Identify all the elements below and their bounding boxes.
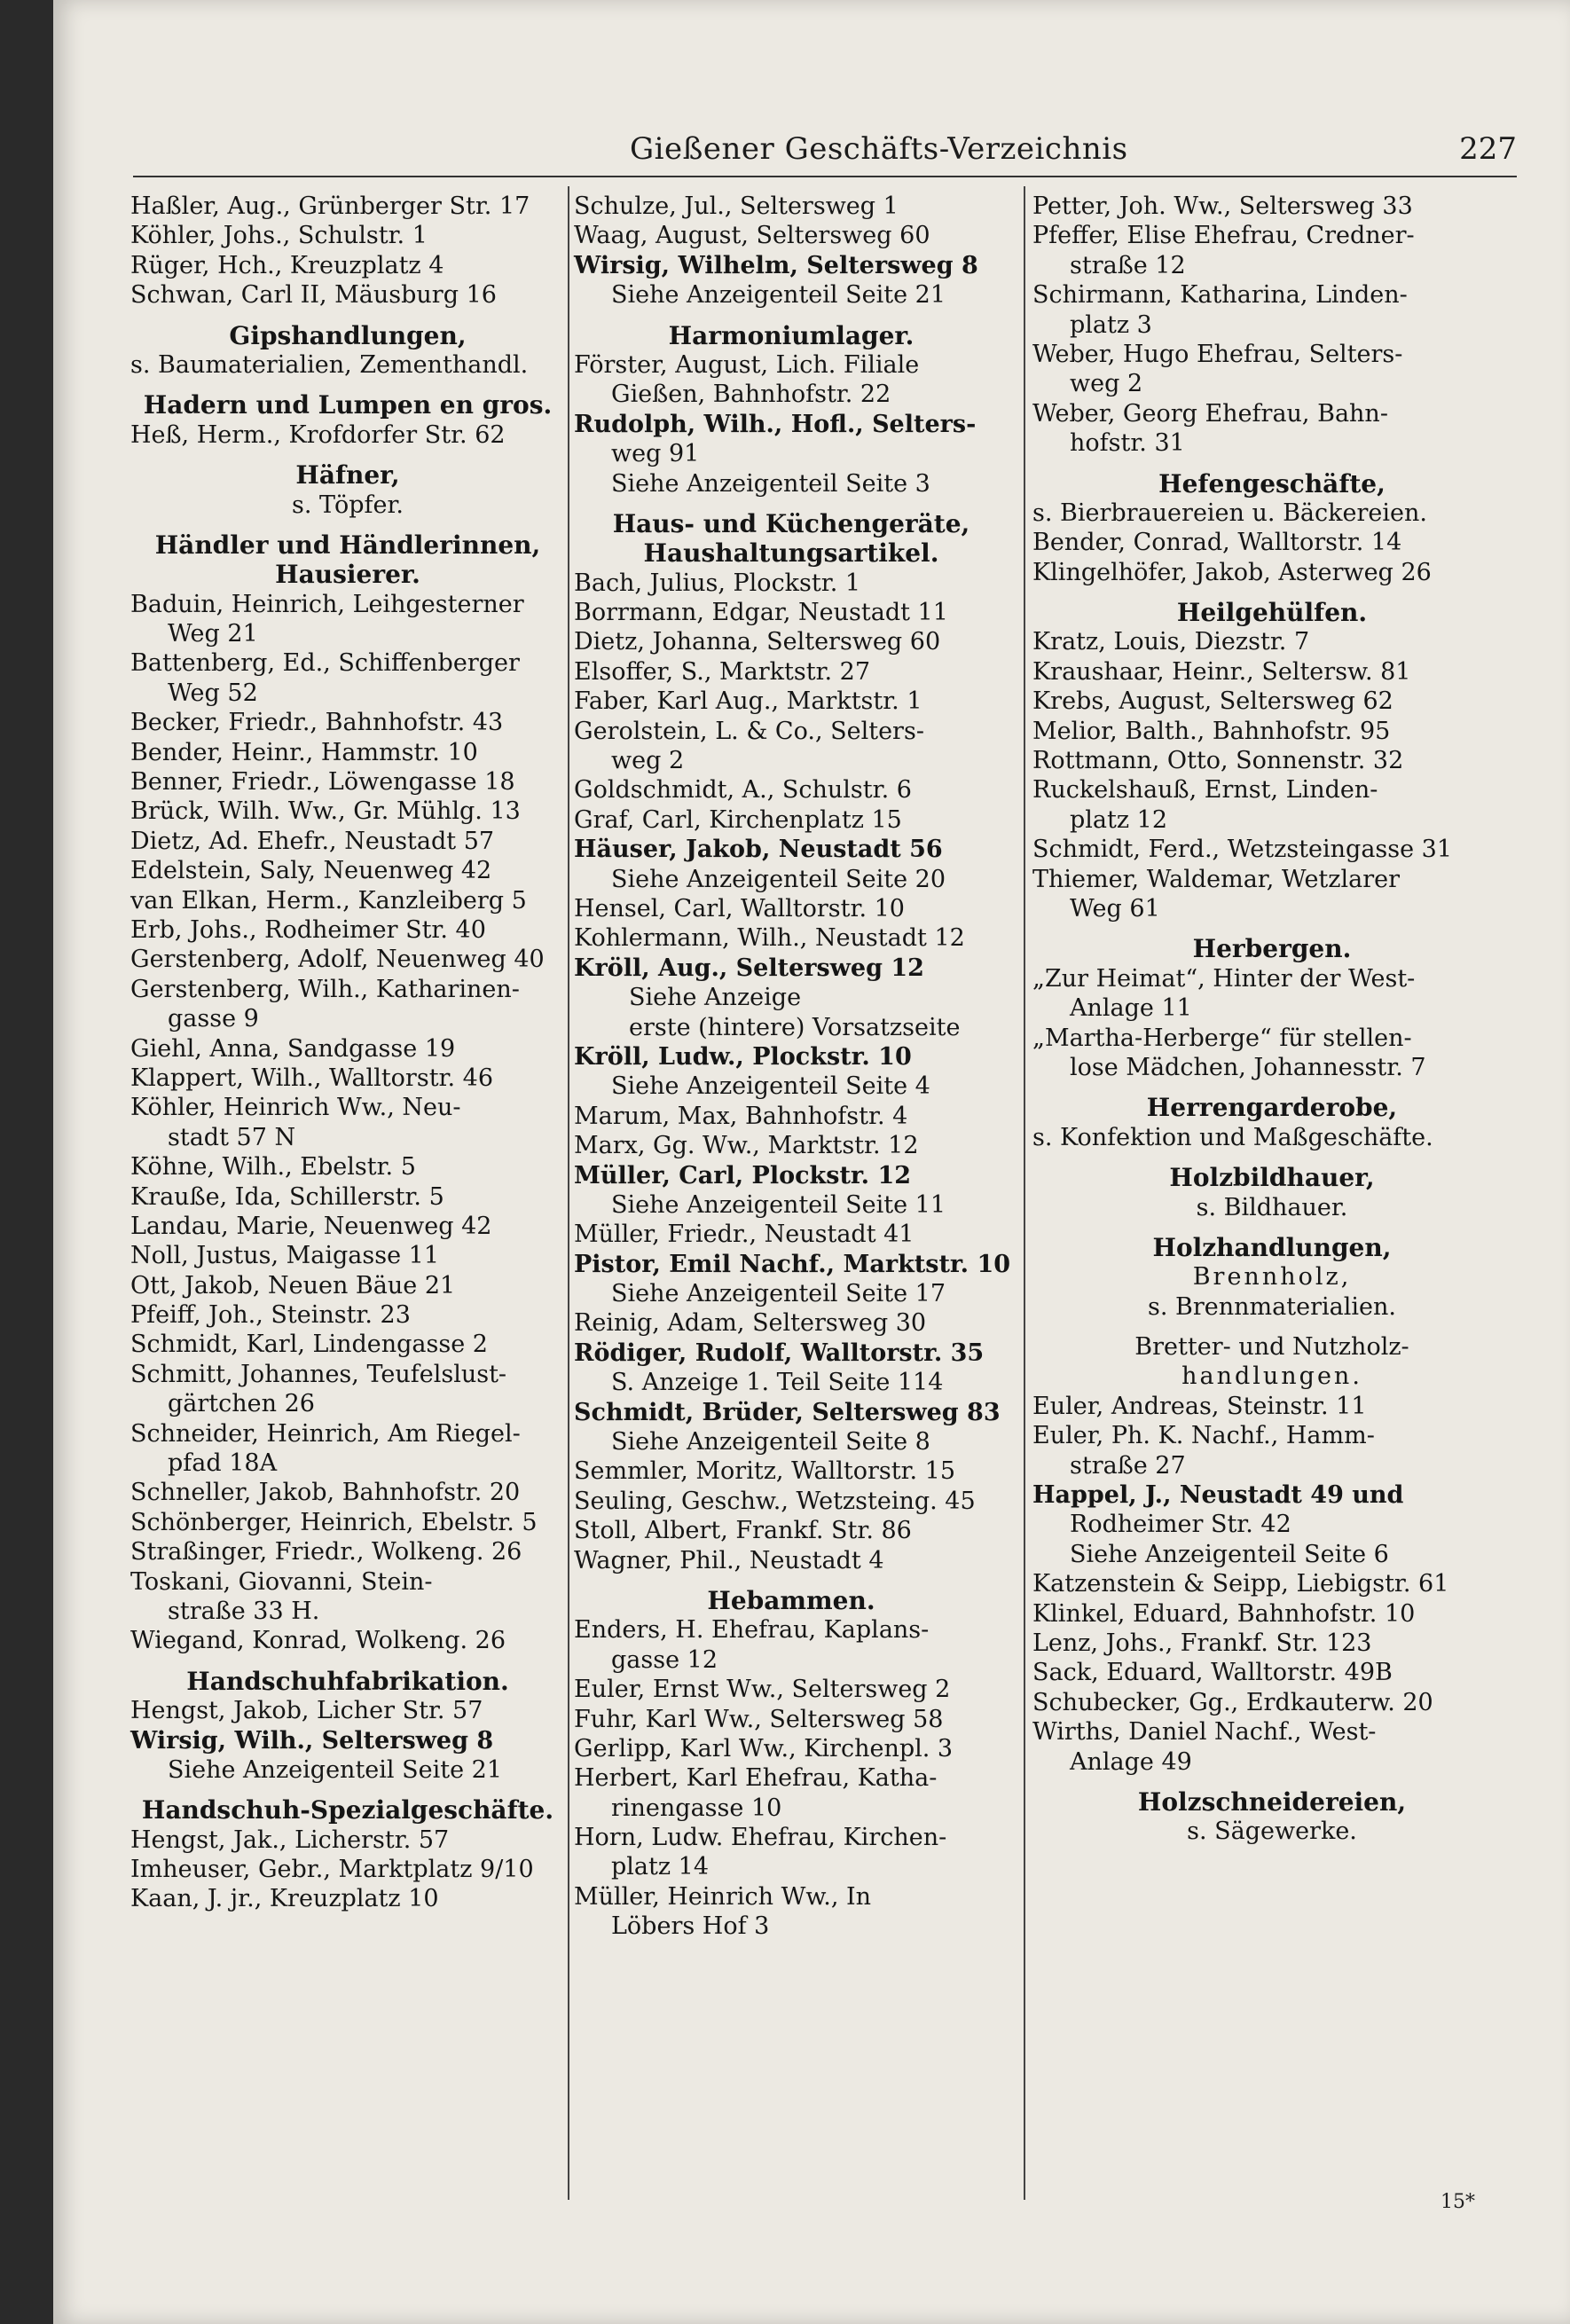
directory-entry-line: Ruckelshauß, Ernst, Linden- bbox=[1032, 776, 1378, 805]
directory-entry-line: Euler, Ph. K. Nachf., Hamm- bbox=[1032, 1422, 1375, 1450]
directory-entry-line: gasse 12 bbox=[611, 1645, 718, 1674]
directory-entry-line: Gerlipp, Karl Ww., Kirchenpl. 3 bbox=[574, 1734, 954, 1763]
directory-entry-line: s. Bildhauer. bbox=[1196, 1193, 1348, 1221]
directory-entry-line: weg 91 bbox=[611, 440, 700, 468]
directory-entry-line: platz 14 bbox=[611, 1853, 710, 1881]
directory-entry-line: Siehe Anzeige bbox=[629, 984, 802, 1012]
directory-entry-line: Bender, Heinr., Hammstr. 10 bbox=[130, 738, 478, 766]
section-heading: Händler und Händlerinnen, bbox=[154, 530, 541, 560]
directory-entry-line: Graf, Carl, Kirchenplatz 15 bbox=[574, 805, 902, 834]
directory-entry-line: Siehe Anzeigenteil Seite 6 bbox=[1070, 1540, 1389, 1568]
directory-entry-line: Euler, Andreas, Steinstr. 11 bbox=[1032, 1392, 1367, 1420]
directory-entry-line: Marx, Gg. Ww., Marktstr. 12 bbox=[574, 1132, 919, 1160]
directory-entry-line: Schubecker, Gg., Erdkauterw. 20 bbox=[1032, 1688, 1433, 1716]
column-1 bbox=[130, 192, 565, 1914]
directory-entry-line: Gerstenberg, Adolf, Neuenweg 40 bbox=[130, 946, 545, 974]
section-heading: Haus- und Küchengeräte, bbox=[612, 508, 970, 538]
directory-entry-line: Siehe Anzeigenteil Seite 4 bbox=[611, 1072, 930, 1101]
directory-entry-line: Köhler, Johs., Schulstr. 1 bbox=[130, 222, 428, 250]
directory-entry-line: Siehe Anzeigenteil Seite 8 bbox=[611, 1428, 930, 1456]
directory-entry-line: rinengasse 10 bbox=[611, 1794, 782, 1822]
section-heading: Hausierer. bbox=[275, 560, 420, 590]
directory-entry-line: s. Sägewerke. bbox=[1187, 1818, 1357, 1846]
document-page bbox=[53, 0, 1570, 2324]
directory-entry-line: Elsoffer, S., Marktstr. 27 bbox=[574, 657, 871, 686]
directory-entry-line: Semmler, Moritz, Walltorstr. 15 bbox=[574, 1457, 956, 1486]
directory-entry-line: s. Baumaterialien, Zementhandl. bbox=[130, 350, 529, 379]
directory-entry-line: Landau, Marie, Neuenweg 42 bbox=[130, 1212, 492, 1240]
directory-entry-line: Benner, Friedr., Löwengasse 18 bbox=[130, 768, 515, 797]
directory-entry-line: „Zur Heimat“, Hinter der West- bbox=[1032, 964, 1416, 993]
directory-entry-line: Happel, J., Neustadt 49 und bbox=[1032, 1481, 1404, 1510]
column-divider-1 bbox=[568, 186, 569, 2200]
directory-entry-line: Pfeiff, Joh., Steinstr. 23 bbox=[130, 1301, 411, 1330]
page-header bbox=[133, 131, 1517, 176]
section-heading: Holzhandlungen, bbox=[1152, 1232, 1392, 1262]
directory-entry-line: Goldschmidt, A., Schulstr. 6 bbox=[574, 776, 912, 805]
directory-entry-line: straße 12 bbox=[1070, 251, 1186, 279]
directory-entry-line: Schmitt, Johannes, Teufelslust- bbox=[130, 1360, 507, 1388]
directory-entry-line: Baduin, Heinrich, Leihgesterner bbox=[130, 590, 524, 618]
directory-entry-line: Wirsig, Wilhelm, Seltersweg 8 bbox=[574, 251, 978, 279]
directory-entry-line: Wirths, Daniel Nachf., West- bbox=[1032, 1718, 1377, 1747]
section-heading: Handschuhfabrikation. bbox=[186, 1666, 509, 1696]
directory-entry-line: Petter, Joh. Ww., Seltersweg 33 bbox=[1032, 192, 1413, 220]
directory-entry-line: Weber, Hugo Ehefrau, Selters- bbox=[1032, 340, 1403, 368]
directory-entry-line: Dietz, Ad. Ehefr., Neustadt 57 bbox=[130, 827, 495, 855]
column-3 bbox=[1032, 192, 1511, 1847]
directory-entry-line: Kaan, J. jr., Kreuzplatz 10 bbox=[130, 1885, 439, 1913]
directory-entry-line: Borrmann, Edgar, Neustadt 11 bbox=[574, 599, 948, 627]
directory-entry-line: handlungen. bbox=[1181, 1362, 1362, 1391]
directory-entry-line: Weber, Georg Ehefrau, Bahn- bbox=[1032, 399, 1388, 428]
section-heading: Holzbildhauer, bbox=[1169, 1163, 1375, 1193]
directory-entry-line: Fuhr, Karl Ww., Seltersweg 58 bbox=[574, 1705, 944, 1733]
directory-entry-line: weg 2 bbox=[1070, 370, 1143, 398]
directory-entry-line: Rottmann, Otto, Sonnenstr. 32 bbox=[1032, 747, 1404, 775]
section-heading: Hefengeschäfte, bbox=[1158, 468, 1386, 499]
directory-entry-line: Imheuser, Gebr., Marktplatz 9/10 bbox=[130, 1856, 534, 1884]
directory-entry-line: Siehe Anzeigenteil Seite 21 bbox=[611, 281, 946, 310]
directory-entry-line: Battenberg, Ed., Schiffenberger bbox=[130, 649, 520, 678]
directory-entry-line: Pfeffer, Elise Ehefrau, Credner- bbox=[1032, 222, 1415, 250]
directory-entry-line: Anlage 11 bbox=[1070, 994, 1192, 1023]
directory-entry-line: Sack, Eduard, Walltorstr. 49B bbox=[1032, 1659, 1393, 1687]
section-heading: Hebammen. bbox=[707, 1585, 875, 1615]
directory-entry-line: pfad 18A bbox=[168, 1449, 278, 1478]
directory-entry-line: Ott, Jakob, Neuen Bäue 21 bbox=[130, 1271, 456, 1299]
directory-entry-line: Krebs, August, Seltersweg 62 bbox=[1032, 687, 1393, 716]
directory-entry-line: „Martha-Herberge“ für stellen- bbox=[1032, 1024, 1412, 1052]
directory-entry-line: Löbers Hof 3 bbox=[611, 1912, 770, 1941]
directory-entry-line: Kraußе, Ida, Schillerstr. 5 bbox=[130, 1182, 444, 1211]
section-heading: Holzschneidereien, bbox=[1137, 1786, 1407, 1817]
directory-entry-line: Müller, Carl, Plockstr. 12 bbox=[574, 1161, 912, 1189]
directory-entry-line: Siehe Anzeigenteil Seite 11 bbox=[611, 1190, 946, 1219]
directory-entry-line: Bender, Conrad, Walltorstr. 14 bbox=[1032, 529, 1402, 557]
directory-entry-line: Weg 52 bbox=[168, 679, 258, 707]
section-heading: Herrengarderobe, bbox=[1146, 1093, 1398, 1123]
directory-entry-line: Kohlermann, Wilh., Neustadt 12 bbox=[574, 924, 965, 953]
directory-entry-line: Stoll, Albert, Frankf. Str. 86 bbox=[574, 1517, 912, 1545]
directory-entry-line: gasse 9 bbox=[168, 1005, 259, 1033]
section-heading: Heilgehülfen. bbox=[1176, 598, 1368, 628]
directory-entry-line: Anlage 49 bbox=[1070, 1747, 1192, 1776]
directory-entry-line: Hengst, Jakob, Licher Str. 57 bbox=[130, 1697, 483, 1725]
directory-entry-line: Rudolph, Wilh., Hofl., Selters- bbox=[574, 410, 977, 438]
directory-entry-line: Siehe Anzeigenteil Seite 20 bbox=[611, 865, 946, 893]
directory-entry-line: Schirmann, Katharina, Linden- bbox=[1032, 281, 1408, 310]
directory-entry-line: Schneller, Jakob, Bahnhofstr. 20 bbox=[130, 1479, 521, 1507]
directory-entry-line: platz 12 bbox=[1070, 805, 1168, 834]
directory-entry-line: Wagner, Phil., Neustadt 4 bbox=[574, 1546, 884, 1574]
directory-entry-line: Wirsig, Wilh., Seltersweg 8 bbox=[130, 1726, 494, 1755]
directory-entry-line: Brück, Wilh. Ww., Gr. Mühlg. 13 bbox=[130, 797, 521, 826]
signature-mark: 15* bbox=[1440, 2191, 1475, 2213]
directory-entry-line: Herbert, Karl Ehefrau, Katha- bbox=[574, 1764, 938, 1793]
directory-entry-line: s. Töpfer. bbox=[291, 491, 404, 519]
directory-entry-line: Weg 61 bbox=[1070, 894, 1160, 923]
directory-entry-line: Klappert, Wilh., Walltorstr. 46 bbox=[130, 1064, 494, 1092]
directory-entry-line: van Elkan, Herm., Kanzleiberg 5 bbox=[130, 886, 527, 915]
directory-entry-line: Köhler, Heinrich Ww., Neu- bbox=[130, 1094, 461, 1122]
directory-entry-line: Horn, Ludw. Ehefrau, Kirchen- bbox=[574, 1824, 947, 1852]
directory-entry-line: S. Anzeige 1. Teil Seite 114 bbox=[611, 1369, 944, 1397]
directory-entry-line: stadt 57 N bbox=[168, 1123, 296, 1151]
directory-entry-line: Förster, August, Lich. Filiale bbox=[574, 350, 920, 379]
directory-entry-line: Müller, Friedr., Neustadt 41 bbox=[574, 1221, 915, 1249]
directory-entry-line: Lenz, Johs., Frankf. Str. 123 bbox=[1032, 1629, 1372, 1657]
section-heading: Handschuh-Spezialgeschäfte. bbox=[141, 1795, 554, 1825]
directory-entry-line: Becker, Friedr., Bahnhofstr. 43 bbox=[130, 709, 504, 737]
directory-entry-line: Rüger, Hch., Kreuzplatz 4 bbox=[130, 251, 444, 279]
directory-entry-line: Köhne, Wilh., Ebelstr. 5 bbox=[130, 1153, 416, 1182]
directory-entry-line: Dietz, Johanna, Seltersweg 60 bbox=[574, 628, 941, 656]
directory-entry-line: Kröll, Ludw., Plockstr. 10 bbox=[574, 1042, 912, 1071]
directory-entry-line: Kraushaar, Heinr., Seltersw. 81 bbox=[1032, 657, 1411, 686]
directory-entry-line: s. Bierbrauereien u. Bäckereien. bbox=[1032, 499, 1427, 527]
directory-entry-line: Toskani, Giovanni, Stein- bbox=[130, 1567, 433, 1596]
directory-entry-line: Noll, Justus, Maigasse 11 bbox=[130, 1242, 440, 1270]
directory-entry-line: Rodheimer Str. 42 bbox=[1070, 1511, 1291, 1539]
section-heading: Herbergen. bbox=[1192, 934, 1352, 964]
directory-entry-line: gärtchen 26 bbox=[168, 1390, 315, 1418]
directory-entry-line: Faber, Karl Aug., Marktstr. 1 bbox=[574, 687, 922, 716]
page-number: 227 bbox=[1459, 131, 1517, 167]
section-heading: Hadern und Lumpen en gros. bbox=[143, 390, 553, 420]
directory-entry-line: Edelstein, Saly, Neuenweg 42 bbox=[130, 857, 492, 885]
directory-entry-line: Reinig, Adam, Seltersweg 30 bbox=[574, 1309, 927, 1338]
directory-entry-line: erste (hintere) Vorsatzseite bbox=[629, 1013, 961, 1041]
directory-entry-line: Erb, Johs., Rodheimer Str. 40 bbox=[130, 915, 486, 944]
directory-entry-line: Weg 21 bbox=[168, 620, 258, 648]
directory-entry-line: Wiegand, Konrad, Wolkeng. 26 bbox=[130, 1627, 506, 1655]
directory-entry-line: Klinkel, Eduard, Bahnhofstr. 10 bbox=[1032, 1599, 1416, 1628]
directory-entry-line: Thiemer, Waldemar, Wetzlarer bbox=[1032, 865, 1401, 893]
section-heading: Gipshandlungen, bbox=[229, 320, 467, 350]
directory-entry-line: Seuling, Geschw., Wetzsteing. 45 bbox=[574, 1487, 976, 1515]
directory-entry-line: Marum, Max, Bahnhofstr. 4 bbox=[574, 1102, 908, 1130]
directory-entry-line: Schmidt, Ferd., Wetzsteingasse 31 bbox=[1032, 836, 1453, 864]
directory-entry-line: Schönberger, Heinrich, Ebelstr. 5 bbox=[130, 1508, 538, 1536]
directory-entry-line: Siehe Anzeigenteil Seite 17 bbox=[611, 1280, 946, 1308]
directory-entry-line: Siehe Anzeigenteil Seite 3 bbox=[611, 469, 930, 498]
section-heading: Harmoniumlager. bbox=[668, 320, 915, 350]
running-title: Gießener Geschäfts-Verzeichnis bbox=[630, 131, 1128, 167]
directory-entry-line: straße 27 bbox=[1070, 1451, 1186, 1480]
directory-entry-line: Bretter- und Nutzholz- bbox=[1134, 1333, 1409, 1362]
directory-entry-line: lose Mädchen, Johannesstr. 7 bbox=[1070, 1053, 1426, 1081]
directory-entry-line: Brennholz, bbox=[1192, 1263, 1352, 1292]
directory-entry-line: Pistor, Emil Nachf., Marktstr. 10 bbox=[574, 1250, 1011, 1278]
directory-entry-line: s. Konfektion und Maßgeschäfte. bbox=[1032, 1123, 1433, 1151]
section-heading: Haushaltungsartikel. bbox=[643, 538, 939, 569]
directory-entry-line: Schmidt, Brüder, Seltersweg 83 bbox=[574, 1398, 1001, 1426]
directory-entry-line: Gießen, Bahnhofstr. 22 bbox=[611, 381, 891, 409]
directory-entry-line: Giehl, Anna, Sandgasse 19 bbox=[130, 1034, 456, 1063]
directory-entry-line: Kratz, Louis, Diezstr. 7 bbox=[1032, 628, 1310, 656]
header-rule bbox=[133, 176, 1517, 177]
directory-entry-line: Schneider, Heinrich, Am Riegel- bbox=[130, 1419, 521, 1448]
directory-entry-line: hofstr. 31 bbox=[1070, 429, 1185, 458]
directory-entry-line: Klingelhöfer, Jakob, Asterweg 26 bbox=[1032, 558, 1432, 586]
directory-entry-line: Schulze, Jul., Seltersweg 1 bbox=[574, 192, 899, 220]
directory-entry-line: Heß, Herm., Krofdorfer Str. 62 bbox=[130, 420, 506, 449]
directory-entry-line: Straßinger, Friedr., Wolkeng. 26 bbox=[130, 1538, 522, 1566]
directory-entry-line: Siehe Anzeigenteil Seite 21 bbox=[168, 1755, 502, 1784]
directory-entry-line: Haßler, Aug., Grünberger Str. 17 bbox=[130, 192, 530, 220]
directory-entry-line: Bach, Julius, Plockstr. 1 bbox=[574, 569, 861, 597]
directory-entry-line: Rödiger, Rudolf, Walltorstr. 35 bbox=[574, 1339, 985, 1367]
directory-entry-line: weg 2 bbox=[611, 747, 685, 775]
column-2 bbox=[574, 192, 1009, 1942]
directory-entry-line: straße 33 H. bbox=[168, 1597, 320, 1625]
directory-entry-line: Hensel, Carl, Walltorstr. 10 bbox=[574, 894, 905, 923]
directory-entry-line: Schwan, Carl II, Mäusburg 16 bbox=[130, 281, 497, 310]
directory-entry-line: Katzenstein & Seipp, Liebigstr. 61 bbox=[1032, 1570, 1449, 1598]
column-divider-2 bbox=[1024, 186, 1025, 2200]
directory-entry-line: Müller, Heinrich Ww., In bbox=[574, 1882, 872, 1911]
directory-entry-line: Kröll, Aug., Seltersweg 12 bbox=[574, 954, 924, 982]
directory-entry-line: Waag, August, Seltersweg 60 bbox=[574, 222, 930, 250]
directory-entry-line: Gerolstein, L. & Co., Selters- bbox=[574, 717, 924, 745]
directory-entry-line: Häuser, Jakob, Neustadt 56 bbox=[574, 836, 943, 864]
directory-entry-line: Euler, Ernst Ww., Seltersweg 2 bbox=[574, 1676, 951, 1704]
directory-entry-line: platz 3 bbox=[1070, 310, 1152, 339]
directory-entry-line: Gerstenberg, Wilh., Katharinen- bbox=[130, 975, 520, 1003]
directory-entry-line: Schmidt, Karl, Lindengasse 2 bbox=[130, 1331, 488, 1359]
section-heading: Häfner, bbox=[295, 460, 400, 491]
directory-entry-line: Hengst, Jak., Licherstr. 57 bbox=[130, 1825, 450, 1854]
directory-entry-line: Enders, H. Ehefrau, Kaplans- bbox=[574, 1616, 930, 1645]
directory-entry-line: s. Brennmaterialien. bbox=[1148, 1292, 1396, 1321]
directory-entry-line: Melior, Balth., Bahnhofstr. 95 bbox=[1032, 717, 1391, 745]
